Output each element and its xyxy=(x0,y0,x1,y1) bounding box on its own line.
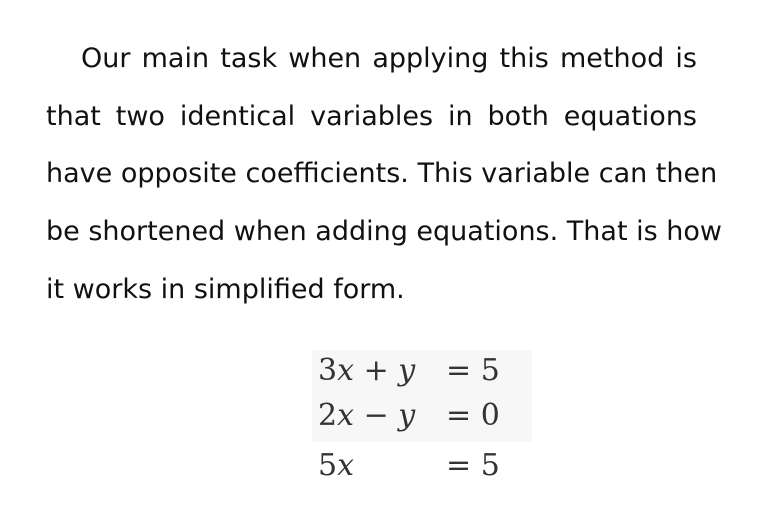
paragraph-line-2: that two identical variables in both equations xyxy=(46,101,697,132)
paragraph-line-5: it works in simplified form. xyxy=(46,274,405,305)
paragraph-line-4: be shortened when adding equations. That is how xyxy=(46,216,722,247)
equation-system xyxy=(318,345,533,483)
paragraph-line-1: Our main task when applying this method is xyxy=(81,43,697,74)
paragraph-line-3: have opposite coefficients. This variable can then xyxy=(46,158,718,189)
equation-1-left: 3x + y xyxy=(318,353,416,388)
equation-1-right: = 5 xyxy=(446,353,500,388)
equation-row-1 xyxy=(318,351,533,391)
equation-2-right: = 0 xyxy=(446,398,500,433)
equation-3-right: = 5 xyxy=(446,448,500,483)
equation-2-left: 2x − y xyxy=(318,398,416,433)
equation-row-2 xyxy=(318,396,533,436)
equation-3-left: 5x xyxy=(318,448,355,483)
equation-row-3 xyxy=(318,446,533,486)
